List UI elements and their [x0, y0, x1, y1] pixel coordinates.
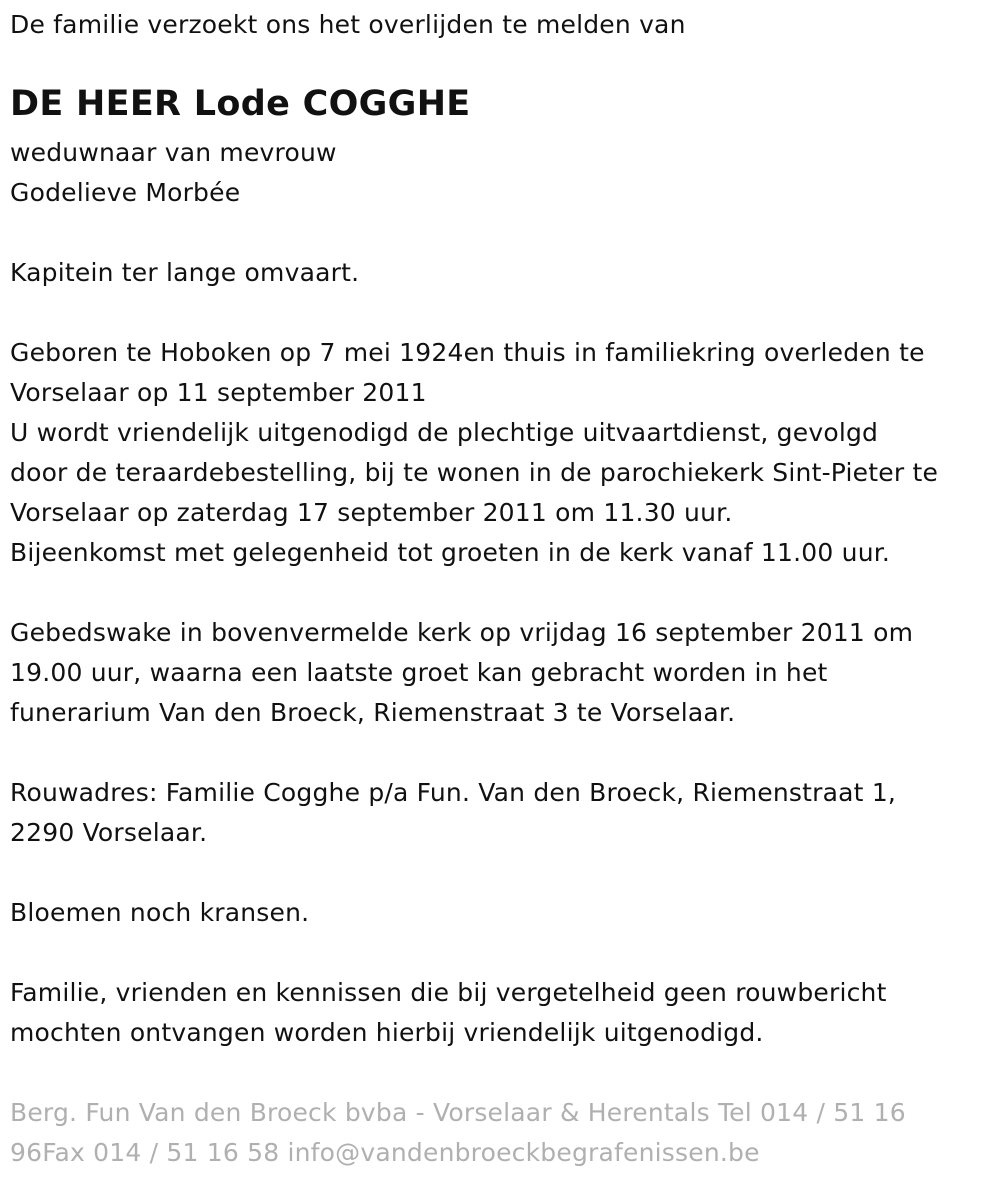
address-line-2: 2290 Vorselaar.: [10, 818, 208, 847]
service-line-3: Vorselaar op zaterdag 17 september 2011 om 11.30 uur.: [10, 498, 733, 527]
address-line-1: Rouwadres: Familie Cogghe p/a Fun. Van den Broeck, Riemenstraat 1,: [10, 778, 897, 807]
spouse-line-1: weduwnaar van mevrouw: [10, 138, 337, 167]
title-text: Kapitein ter lange omvaart.: [10, 258, 360, 287]
birth-line-1: Geboren te Hoboken op 7 mei 1924en thuis in familiekring overleden te: [10, 338, 925, 367]
intro-text: De familie verzoekt ons het overlijden te melden van: [10, 10, 686, 39]
birth-line-2: Vorselaar op 11 september 2011: [10, 378, 427, 407]
footer-line-2: 96Fax 014 / 51 16 58 info@vandenbroeckbegrafenissen.be: [10, 1138, 760, 1167]
vigil-line-3: funerarium Van den Broeck, Riemenstraat 3 te Vorselaar.: [10, 698, 736, 727]
service-line-2: door de teraardebestelling, bij te wonen in de parochiekerk Sint-Pieter te: [10, 458, 939, 487]
service-line-1: U wordt vriendelijk uitgenodigd de plechtige uitvaartdienst, gevolgd: [10, 418, 879, 447]
closing-line-2: mochten ontvangen worden hierbij vriendelijk uitgenodigd.: [10, 1018, 764, 1047]
flowers-text: Bloemen noch kransen.: [10, 898, 310, 927]
service-line-4: Bijeenkomst met gelegenheid tot groeten in de kerk vanaf 11.00 uur.: [10, 538, 891, 567]
closing-line-1: Familie, vrienden en kennissen die bij vergetelheid geen rouwbericht: [10, 978, 887, 1007]
footer-line-1: Berg. Fun Van den Broeck bvba - Vorselaar & Herentals Tel 014 / 51 16: [10, 1098, 906, 1127]
spouse-line-2: Godelieve Morbée: [10, 178, 241, 207]
deceased-name: DE HEER Lode COGGHE: [10, 84, 471, 124]
vigil-line-1: Gebedswake in bovenvermelde kerk op vrijdag 16 september 2011 om: [10, 618, 914, 647]
vigil-line-2: 19.00 uur, waarna een laatste groet kan gebracht worden in het: [10, 658, 828, 687]
